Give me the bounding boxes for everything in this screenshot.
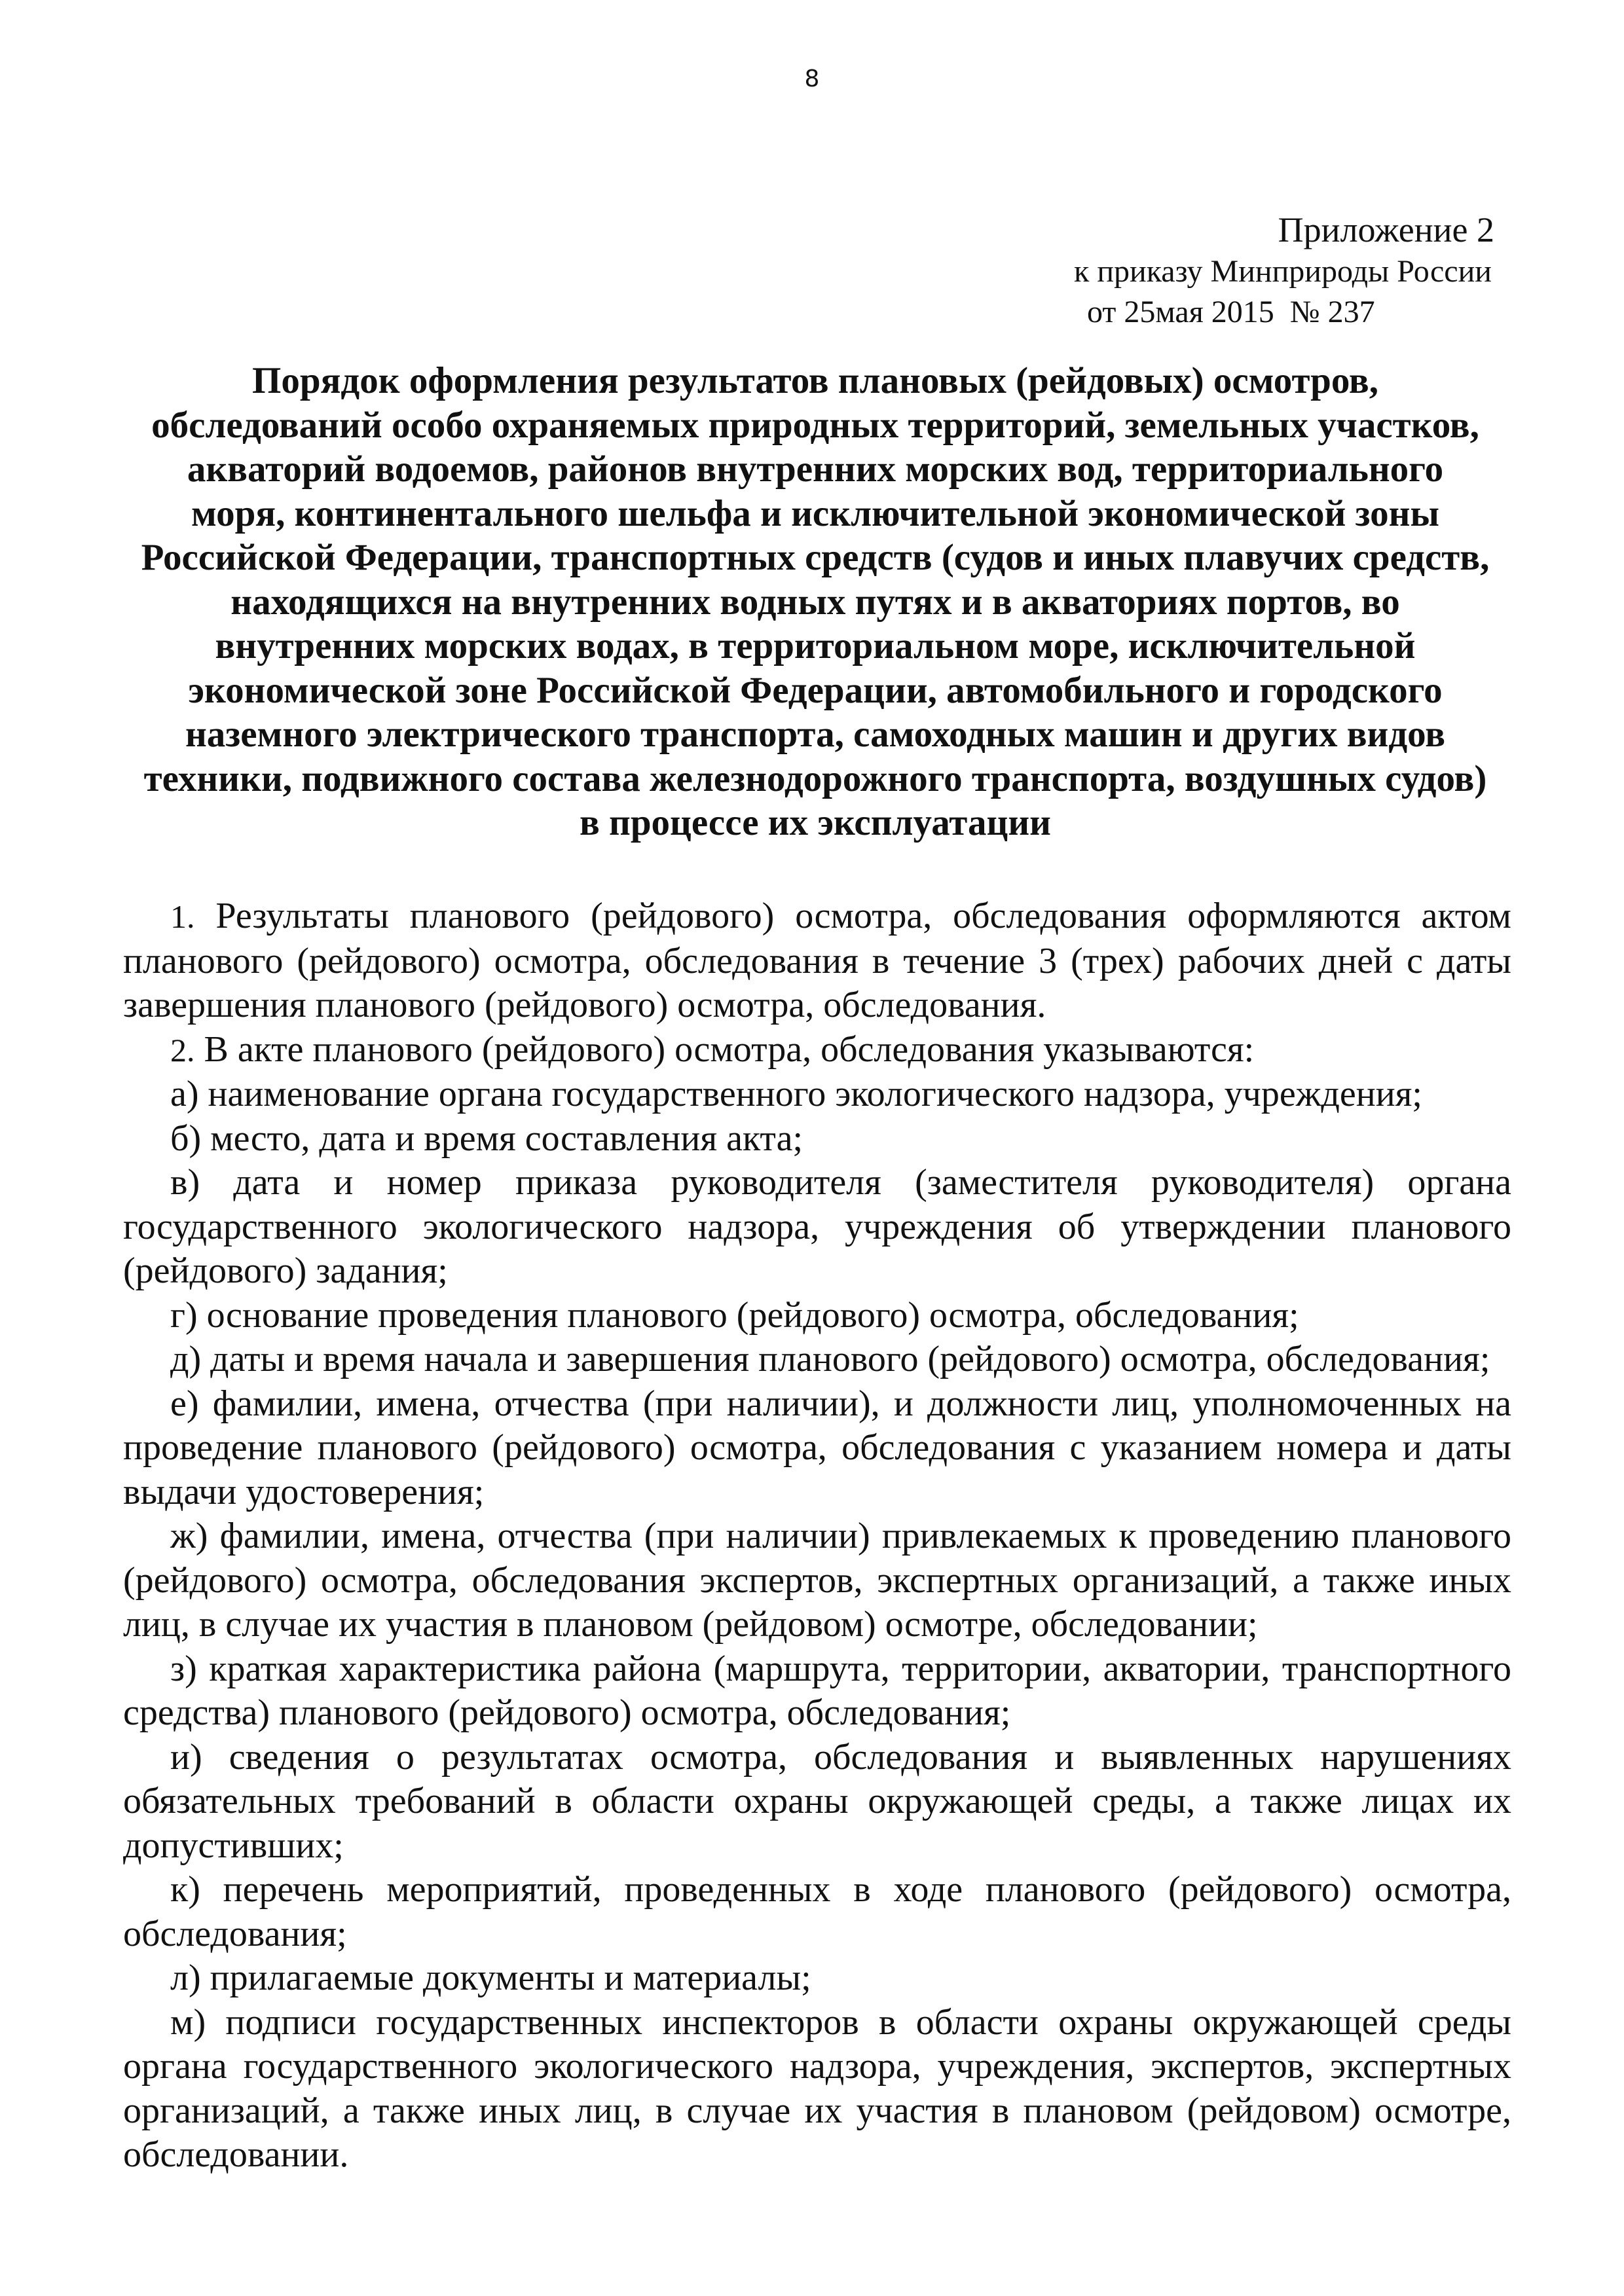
item-text: ж) фамилии, имена, отчества (при наличии) привлекаемых к проведению планового (рейдового) осмотра, обследования экспертов, экспертных организаций, а также иных лиц, в случае их участия в плановом (рейдовом) осмотре, обследовании;: [123, 1516, 1511, 1645]
item-text: В акте планового (рейдового) осмотра, обследования указываются:: [204, 1029, 1255, 1070]
item-number: 2.: [170, 1031, 195, 1068]
appendix-date: от 25мая 2015: [1087, 295, 1274, 329]
item-text: к) перечень мероприятий, проведенных в ходе планового (рейдового) осмотра, обследования;: [123, 1869, 1511, 1954]
heading-line: Порядок оформления результатов плановых (рейдовых) осмотров,: [252, 360, 1378, 401]
appendix-block: [1074, 208, 1545, 333]
appendix-number: № 237: [1289, 295, 1375, 329]
list-item: [123, 1647, 1511, 1736]
item-text: з) краткая характеристика района (маршрута, территории, акватории, транспортного средства) планового (рейдового) осмотра, обследования;: [123, 1648, 1511, 1733]
page-number: 8: [804, 65, 820, 92]
list-item: [123, 1072, 1511, 1117]
list-item: [123, 1338, 1511, 1382]
list-item: [123, 894, 1511, 1028]
list-item: [123, 1736, 1511, 1868]
list-item: [123, 1161, 1511, 1294]
list-item: [123, 1028, 1511, 1073]
item-text: л) прилагаемые документы и материалы;: [170, 1958, 811, 1998]
heading-line: Российской Федерации, транспортных средств (судов и иных плавучих средств,: [141, 537, 1490, 578]
appendix-order-line: к приказу Минприроды России: [1074, 254, 1492, 289]
heading-line: наземного электрического транспорта, самоходных машин и других видов: [185, 714, 1446, 755]
item-text: б) место, дата и время составления акта;: [170, 1118, 803, 1159]
heading-line: находящихся на внутренних водных путях и в акваториях портов, во: [231, 581, 1400, 623]
item-text: а) наименование органа государственного экологического надзора, учреждения;: [170, 1074, 1422, 1114]
heading-line: экономической зоне Российской Федерации, автомобильного и городского: [188, 669, 1443, 711]
item-text: Результаты планового (рейдового) осмотра, обследования оформляются актом планового (рейдового) осмотра, обследования в течение 3 (трех) рабочих дней с даты завершения планового (рейдового) осмотра, обследования.: [123, 896, 1511, 1025]
item-text: в) дата и номер приказа руководителя (заместителя руководителя) органа государственного экологического надзора, учреждения об утверждении планового (рейдового) задания;: [123, 1162, 1511, 1291]
item-number: 1.: [170, 898, 195, 935]
list-item: [123, 1382, 1511, 1515]
item-text: м) подписи государственных инспекторов в области охраны окружающей среды органа государственного экологического надзора, учреждения, экспертов, экспертных организаций, а также иных лиц, в случае их участия в плановом (рейдовом) осмотре, обследовании.: [123, 2001, 1511, 2175]
list-item: [123, 1868, 1511, 1956]
item-text: и) сведения о результатах осмотра, обследования и выявленных нарушениях обязательных требований в области охраны окружающей среды, а также лицах их допустивших;: [123, 1736, 1511, 1866]
appendix-title: Приложение 2: [1278, 210, 1494, 249]
document-body: [123, 894, 1511, 2178]
list-item: [123, 1117, 1511, 1161]
heading-line: моря, континентального шельфа и исключительной экономической зоны: [191, 492, 1439, 534]
heading-line: акваторий водоемов, районов внутренних морских вод, территориального: [187, 448, 1444, 490]
list-item: [123, 1514, 1511, 1647]
heading-line: обследований особо охраняемых природных территорий, земельных участков,: [151, 404, 1479, 446]
list-item: [123, 1294, 1511, 1338]
heading-line: техники, подвижного состава железнодорожного транспорта, воздушных судов): [143, 757, 1487, 799]
item-text: г) основание проведения планового (рейдового) осмотра, обследования;: [170, 1294, 1299, 1336]
heading-line: в процессе их эксплуатации: [579, 802, 1051, 843]
item-text: д) даты и время начала и завершения планового (рейдового) осмотра, обследования;: [170, 1339, 1490, 1379]
list-item: [123, 1956, 1511, 2001]
item-text: е) фамилии, имена, отчества (при наличии), и должности лиц, уполномоченных на проведение планового (рейдового) осмотра, обследования с указанием номера и даты выдачи удостоверения;: [123, 1383, 1511, 1512]
list-item: [123, 2001, 1511, 2178]
document-heading: [118, 359, 1513, 845]
appendix-date-line: [1074, 292, 1545, 333]
heading-line: внутренних морских водах, в территориальном море, исключительной: [215, 625, 1416, 666]
